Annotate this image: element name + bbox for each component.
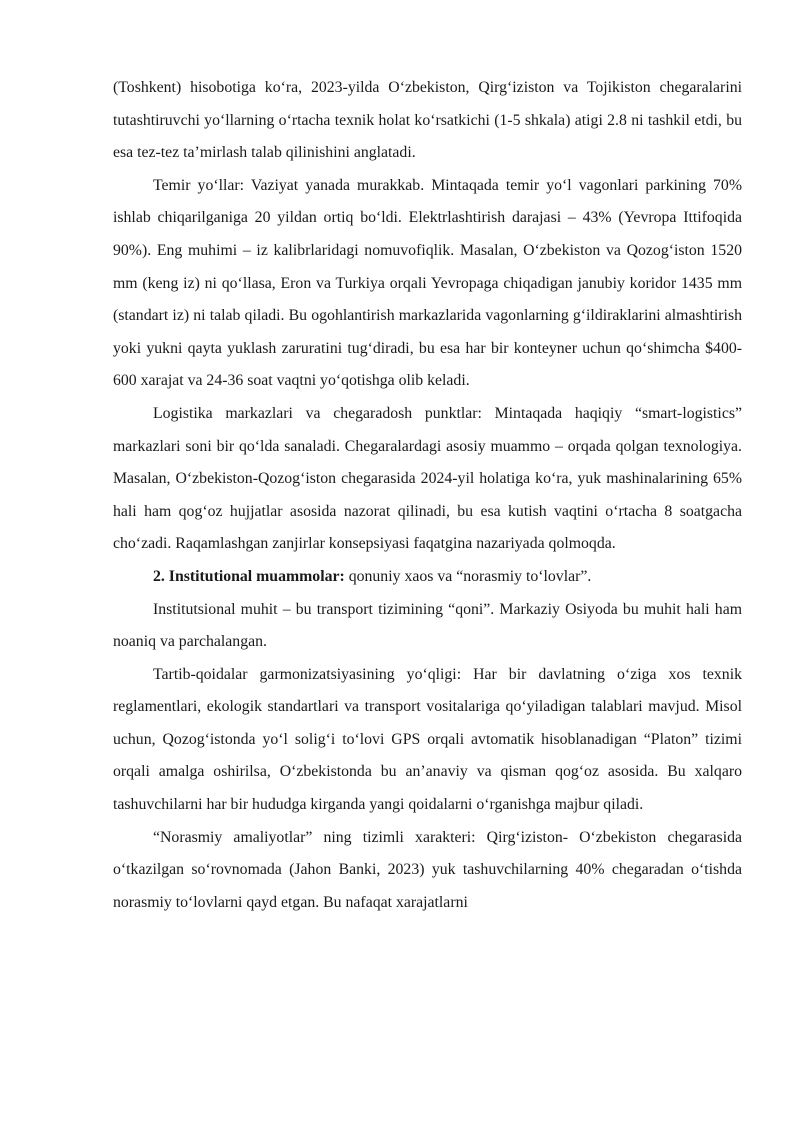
paragraph-informal-practices: “Norasmiy amaliyotlar” ning tizimli xarakteri: Qirg‘iziston- O‘zbekiston chegarasida o‘tkazilgan so‘rovnomada (Jahon Banki, 2023) yuk tashuvchilarning 40% chegaradan o‘tishda norasmiy to‘lovlarni qayd etgan. Bu nafaqat xarajatlarni <box>113 828 742 911</box>
section-heading-bold-lead: 2. Institutional muammolar: <box>153 567 345 585</box>
section-heading-institutional <box>113 561 742 594</box>
paragraph-institutional-environment: Institutsional muhit – bu transport tizimining “qoni”. Markaziy Osiyoda bu muhit hali ham noaniq va parchalangan. <box>113 600 742 651</box>
paragraph-harmonization: Tartib-qoidalar garmonizatsiyasining yo‘qligi: Har bir davlatning o‘ziga xos texnik reglamentlari, ekologik standartlari va transport vositalariga qo‘yiladigan talablari mavjud. Misol uchun, Qozog‘istonda yo‘l solig‘i to‘lovi GPS orqali avtomatik hisoblanadigan “Platon” tizimi orqali amalga oshirilsa, O‘zbekistonda bu an’anaviy va qisman qog‘oz asosida. Bu xalqaro tashuvchilarni har bir hududga kirganda yangi qoidalarni o‘rganishga majbur qiladi. <box>113 665 742 814</box>
document-page <box>113 72 742 919</box>
paragraph-railways: Temir yo‘llar: Vaziyat yanada murakkab. Mintaqada temir yo‘l vagonlari parkining 70% ishlab chiqarilganiga 20 yildan ortiq bo‘ldi. Elektrlashtirish darajasi – 43% (Yevropa Ittifoqida 90%). Eng muhimi – iz kalibrlaridagi nomuvofiqlik. Masalan, O‘zbekiston va Qozog‘iston 1520 mm (keng iz) ni qo‘llasa, Eron va Turkiya orqali Yevropaga chiqadigan janubiy koridor 1435 mm (standart iz) ni talab qiladi. Bu ogohlantirish markazlarida vagonlarning g‘ildiraklarini almashtirish yoki yukni qayta yuklash zaruratini tug‘diradi, bu esa har bir konteyner uchun qo‘shimcha $400-600 xarajat va 24-36 soat vaqtni yo‘qotishga olib keladi. <box>113 176 742 390</box>
section-heading-rest: qonuniy xaos va “norasmiy to‘lovlar”. <box>344 567 592 585</box>
paragraph-logistics-centers: Logistika markazlari va chegaradosh punktlar: Mintaqada haqiqiy “smart-logistics” markazlari soni bir qo‘lda sanaladi. Chegaralardagi asosiy muammo – orqada qolgan texnologiya. Masalan, O‘zbekiston-Qozog‘iston chegarasida 2024-yil holatiga ko‘ra, yuk mashinalarining 65% hali ham qog‘oz hujjatlar asosida nazorat qilinadi, bu esa kutish vaqtini o‘rtacha 8 soatgacha cho‘zadi. Raqamlashgan zanjirlar konsepsiyasi faqatgina nazariyada qolmoqda. <box>113 404 742 553</box>
paragraph-road-condition: (Toshkent) hisobotiga ko‘ra, 2023-yilda O‘zbekiston, Qirg‘iziston va Tojikiston chegaralarini tutashtiruvchi yo‘llarning o‘rtacha texnik holat ko‘rsatkichi (1-5 shkala) atigi 2.8 ni tashkil etdi, bu esa tez-tez ta’mirlash talab qilinishini anglatadi. <box>113 79 742 162</box>
